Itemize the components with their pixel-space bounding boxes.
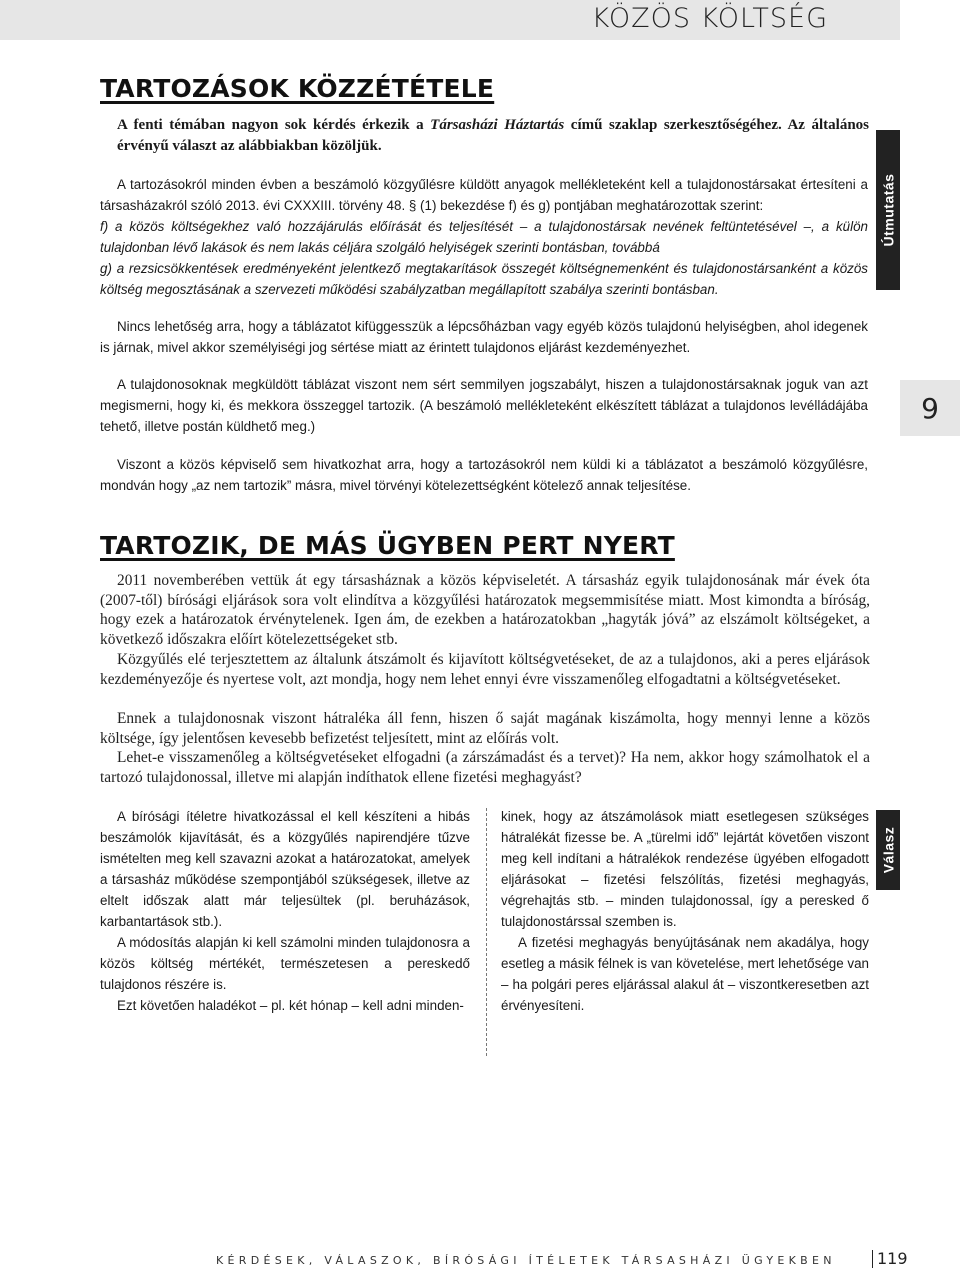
side-tab-valasz-label: Válasz — [880, 826, 896, 874]
footer-book-title: KÉRDÉSEK, VÁLASZOK, BÍRÓSÁGI ÍTÉLETEK TÁRSASHÁZI ÜGYEKBEN — [216, 1254, 836, 1267]
intro-text-b: című szaklap szerkesztőségéhez. Az általános érvényű választ az alábbiakban közöljük. — [117, 117, 869, 154]
chapter-number: 9 — [900, 380, 960, 436]
intro-text-a: A fenti témában nagyon sok kérdés érkezik a — [117, 117, 431, 133]
intro-magazine-name: Társasházi Háztartás — [430, 117, 565, 133]
intro-paragraph — [117, 115, 869, 157]
answer-left-paragraph-3: Ezt követően haladékot – pl. két hónap – kell adni minden- — [117, 998, 464, 1013]
answer-left-paragraph-2: A módosítás alapján ki kell számolni minden tulajdonosra a közös költség mértékét, természetesen a pereskedő tulajdonos részére is. — [100, 935, 470, 992]
side-tab-utmutatas-label: Útmutatás — [880, 173, 896, 247]
column-divider — [486, 808, 487, 1056]
paragraph-obligation: Viszont a közös képviselő sem hivatkozhat arra, hogy a tartozásokról nem küldi ki a táblázatot a beszámoló közgyűlésre, mondván hogy „az nem tartozik” másra, mivel törvényi kötelezettségként kötelező annak teljesítése. — [100, 457, 868, 493]
page-number: 119 — [872, 1250, 908, 1268]
answer-right-paragraph-1: kinek, hogy az átszámolások miatt esetlegesen szükséges hátralékát fizesse be. A „türelmi idő” lejártát követően viszont meg kell indítani a hátralékok rendezése ügyében elfogadott eljárásokat – fizetési felszólítás, fizetési meghagyás, végrehajtás stb. – minden tulajdonossal, így a peresked ő tulajdonostárssal szemben is. — [501, 809, 869, 929]
running-header-title: KÖZÖS KÖLTSÉG — [591, 3, 828, 34]
header-bar — [0, 0, 900, 40]
answer-right-paragraph-2: A fizetési meghagyás benyújtásának nem akadálya, hogy esetleg a másik félnek is van követelése, mert lehetősége van – ha polgári peres eljárással alakul át – viszontkeresetben azt érvényesíteni. — [501, 935, 869, 1013]
section-title-tartozik: TARTOZIK, DE MÁS ÜGYBEN PERT NYERT — [100, 531, 675, 560]
question-paragraph-2: Közgyűlés elé terjesztettem az általunk átszámolt és kijavított költségvetéseket, de az a tulajdonos, aki a peres eljárások kezdeményezője és nyertese volt, azt mondja, hogy nem lehet ennyi évre visszamenőleg elfogadtatni a költségvetéseket. — [100, 651, 870, 688]
question-paragraph-4: Lehet-e visszamenőleg a költségvetéseket elfogadni (a zárszámadást és a tervet)? Ha nem, akkor hogy számolhatok el a tartozó tulajdonossal, illetve mi alapján indíthatok ellene fizetési meghagyást? — [100, 749, 870, 786]
guide-point-g: g) a rezsicsökkentések eredményeként jelentkező megtakarítások összegét költségnemenként és tulajdonostársanként a közös költség megosztásának a szervezeti működési szabályzatban megállapított szabálya szerinti bontásban. — [100, 261, 868, 297]
paragraph-table-allowed: A tulajdonosoknak megküldött táblázat viszont nem sért semmilyen jogszabályt, hiszen a tulajdonostársaknak joguk van azt megismerni, hogy ki, és mekkora összeggel tartozik. (A beszámoló mellékleteként elkészített táblázat a tulajdonos levélládájába tehető, illetve postán küldhető meg.) — [100, 377, 868, 434]
side-tab-utmutatas — [876, 130, 900, 290]
answer-left-paragraph-1: A bírósági ítéletre hivatkozással el kell készíteni a hibás beszámolók kijavítását, és a közgyűlés napirendjére tűzve ismételten meg kell szavazni azokat a határozatokat, amelyek a társasház működése szempontjából szükségesek, illetve az eltelt időszak alatt már teljesültek (pl. beruházások, karbantartások stb.). — [100, 809, 470, 929]
question-paragraph-3: Ennek a tulajdonosnak viszont hátraléka áll fenn, hiszen ő saját magának kiszámolta, hogy mennyi lenne a közös költsége, így jelentősen kevesebb befizetést teljesített, mint az előírás volt. — [100, 710, 870, 747]
paragraph-no-posting: Nincs lehetőség arra, hogy a táblázatot kifüggesszük a lépcsőházban vagy egyéb közös tulajdonú helyiségben, ahol idegenek is járnak, mivel akkor személyiségi jog sértése miatt az érintett tulajdonos eljárást kezdeményezhet. — [100, 319, 868, 355]
question-paragraph-1: 2011 novemberében vettük át egy társasháznak a közös képviseletét. A társasház egyik tulajdonosának már évek óta (2007-től) bírósági eljárások sora volt elindítva a közgyűlési határozatok megsemmisítése miatt. Most kimondta a bíróság, hogy ezek a határozatok érvénytelenek. Igen ám, de ezekben a határozatokban „hagyták jóvá” az elszámolt költségeket, a következő időszakra előírt kötelezettségeket stb. — [100, 572, 870, 648]
side-tab-valasz — [876, 810, 900, 890]
guide-lead-paragraph: A tartozásokról minden évben a beszámoló közgyűlésre küldött anyagok mellékleteként kell a tulajdonostársakat értesíteni a társasházakról szóló 2013. évi CXXXIII. törvény 48. § (1) bekezdése f) és g) pontjában meghatározottak szerint: — [100, 177, 868, 213]
section-title-tartozasok: TARTOZÁSOK KÖZZÉTÉTELE — [100, 74, 495, 103]
guide-point-f: f) a közös költségekhez való hozzájárulás előírását és teljesítését – a tulajdonostársak nevének feltüntetésével –, a külön tulajdonban lévő lakások és nem lakás céljára szolgáló helyiségek szerinti bontásban, továbbá — [100, 219, 868, 255]
